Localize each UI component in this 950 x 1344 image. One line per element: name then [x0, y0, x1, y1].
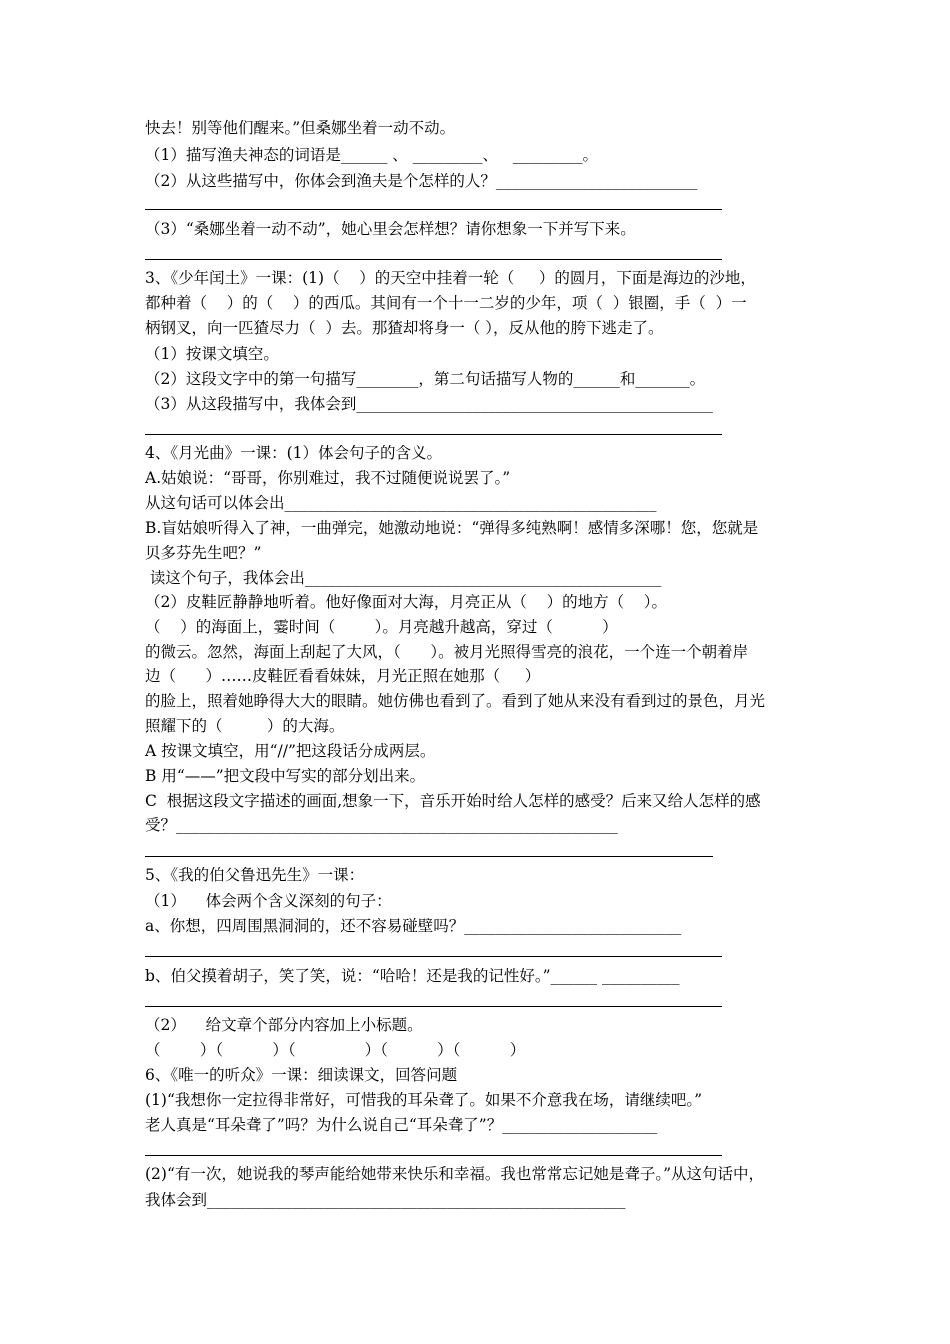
answer-line[interactable]	[145, 209, 722, 210]
text-line: (2)“有一次，她说我的琴声能给她带来快乐和幸福。我也常常忘记她是聋子。”从这句话中，	[145, 1165, 765, 1183]
question-line: a、你想，四周围黑洞洞的，还不容易碰壁吗？____________________________	[145, 917, 682, 935]
text-line: 的微云。忽然，海面上刮起了大风，（ ）。被月光照得雪亮的浪花，一个连一个朝着岸	[145, 643, 749, 661]
section-5-heading: 5、《我的伯父鲁迅先生》一课：	[145, 866, 365, 884]
answer-line[interactable]	[145, 1155, 722, 1156]
question-line: （2）从这些描写中，你体会到渔夫是个怎样的人？__________________________	[145, 172, 698, 190]
question-line: 受？_________________________________________________________	[145, 816, 618, 834]
text-line: 快去！别等他们醒来。”但桑娜坐着一动不动。	[145, 119, 456, 137]
answer-line[interactable]	[145, 1006, 722, 1007]
question-line: 读这个句子，我体会出______________________________________________	[145, 569, 662, 587]
text-line: （2）皮鞋匠静静地听着。他好像面对大海，月亮正从（ ）的地方（ ）。	[145, 593, 668, 611]
section-4-heading: 4、《月光曲》一课：(1）体会句子的含义。	[145, 444, 443, 462]
answer-line[interactable]	[145, 856, 713, 857]
question-line: （2） 给文章个部分内容加上小标题。	[145, 1016, 423, 1034]
question-line: A 按课文填空，用“//”把这段话分成两层。	[145, 742, 436, 760]
question-line: （1）描写渔夫神态的词语是______ 、 _________、 _________。	[145, 146, 598, 164]
question-line: C 根据这段文字描述的画面,想象一下，音乐开始时给人怎样的感受？后来又给人怎样的感	[145, 792, 761, 810]
text-line: 都种着（ ）的（ ）的西瓜。其间有一个十一二岁的少年，项（ ）银圈，手（ ）一	[145, 294, 747, 312]
question-line: （1） 体会两个含义深刻的句子：	[145, 892, 392, 910]
question-line: （3）从这段描写中，我体会到______________________________________________	[145, 395, 713, 413]
question-line: 我体会到______________________________________________________	[145, 1191, 626, 1209]
text-line: 贝多芬先生吧？”	[145, 544, 262, 562]
question-line: （1）按课文填空。	[145, 345, 279, 363]
answer-line[interactable]	[145, 956, 722, 957]
text-line: (1)“我想你一定拉得非常好，可惜我的耳朵聋了。如果不介意我在场，请继续吧。”	[145, 1091, 703, 1109]
text-line: 边（ ）……皮鞋匠看看妹妹，月光正照在她那（ ）	[145, 667, 541, 685]
answer-line[interactable]	[145, 434, 722, 435]
question-line: 从这句话可以体会出________________________________________________	[145, 494, 657, 512]
section-3-heading: 3、《少年闰土》一课：(1)（ ）的天空中挂着一轮（ ）的圆月，下面是海边的沙地，	[145, 269, 756, 287]
text-line: 的脸上，照着她睁得大大的眼睛。她仿佛也看到了。看到了她从来没有看到过的景色，月光	[145, 692, 766, 710]
question-line: （3）“桑娜坐着一动不动”，她心里会怎样想？请你想象一下并写下来。	[145, 220, 636, 238]
text-line: 照耀下的（ ）的大海。	[145, 717, 345, 735]
question-line: 老人真是“耳朵聋了”吗？为什么说自己“耳朵聋了”？____________________	[145, 1116, 658, 1134]
question-line: b、伯父摸着胡子，笑了笑，说：“哈哈！还是我的记性好。”______ __________	[145, 967, 680, 985]
text-line: 柄钢叉，向一匹猹尽力（ ）去。那猹却将身一（ ），反从他的胯下逃走了。	[145, 319, 664, 337]
question-line: B 用“——”把文段中写实的部分划出来。	[145, 767, 426, 785]
subtitle-blanks[interactable]: （ ）（ ）（ ）（ ）（ ）	[145, 1041, 526, 1059]
text-line: （ ）的海面上，霎时间（ ）。月亮越升越高，穿过（ ）	[145, 618, 618, 636]
text-line: A.姑娘说：“哥哥，你别难过，我不过随便说说罢了。”	[145, 469, 511, 487]
answer-line[interactable]	[145, 259, 722, 260]
section-6-heading: 6、《唯一的听众》一课：细读课文，回答问题	[145, 1066, 458, 1084]
question-line: （2）这段文字中的第一句描写________，第二句话描写人物的______和_______。	[145, 370, 706, 388]
text-line: B.盲姑娘听得入了神，一曲弹完，她激动地说：“弹得多纯熟啊！感情多深哪！您，您就是	[145, 519, 759, 537]
